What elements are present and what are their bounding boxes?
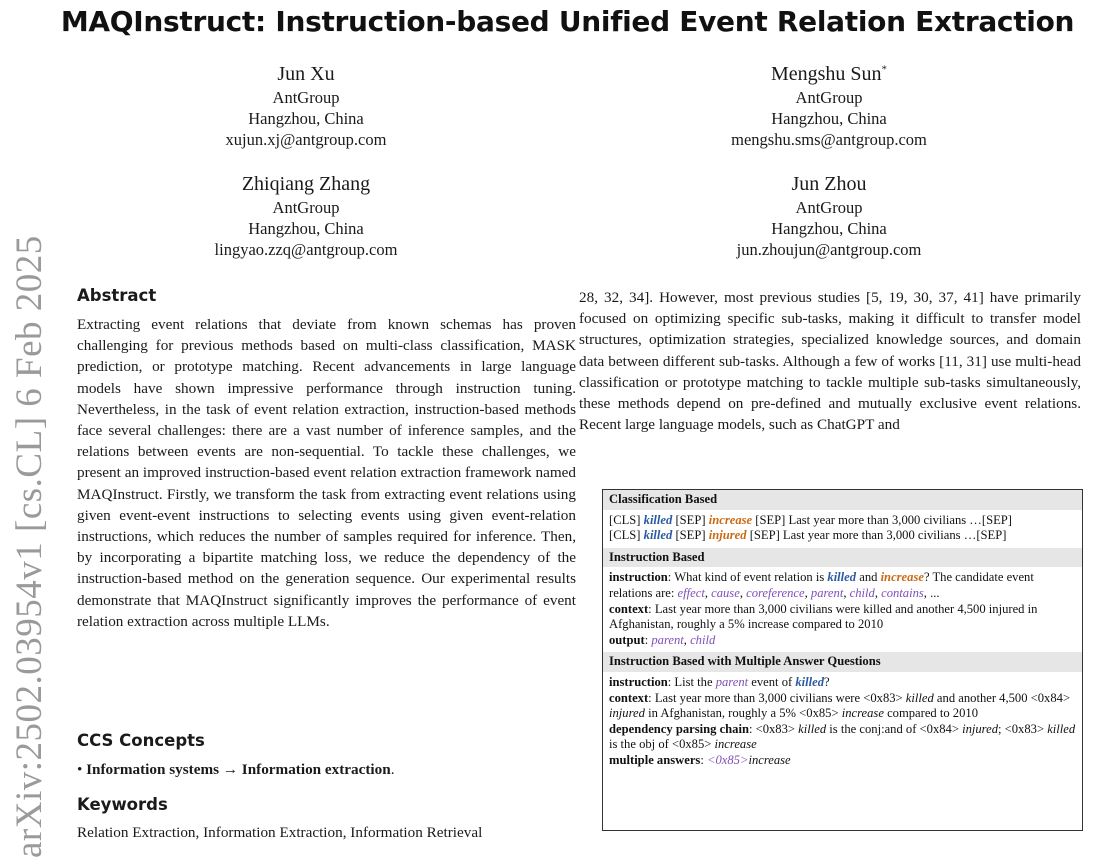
paper-title: MAQInstruct: Instruction-based Unified Event Relation Extraction: [60, 5, 1075, 38]
answers-line: multiple answers: <0x85>increase: [609, 752, 791, 767]
author-block: [679, 62, 979, 150]
author-name: Zhiqiang Zhang: [241, 173, 371, 195]
abstract-text: Extracting event relations that deviate from known schemas has proven challenging for previous methods based on multi-class classification, MASK prediction, or prototype matching. Recent advancements in large language models have shown impressive performance through instruction tuning. Nevertheless, in the task of event relation extraction, instruction-based methods face several challenges: there are a vast number of inference samples, and the relations between events are non-sequential. To tackle these challenges, we present an improved instruction-based event relation extraction framework named MAQInstruct. Firstly, we transform the task from extracting event relations using given event-event instructions to selecting events using given event-relation instructions, which reduces the number of samples required for inference. Then, by incorporating a bipartite matching loss, we reduce the dependency of the instruction-based method on the generation sequence. Our experimental results demonstrate that MAQInstruct significantly improves the performance of event relation extraction across multiple LLMs.: [77, 316, 576, 630]
multiple-answer-example: [603, 672, 1082, 773]
figure-section-header: Instruction Based: [603, 548, 1082, 568]
author-name: Jun Xu: [277, 63, 335, 85]
ccs-concept: • Information systems → Information extraction.: [77, 761, 395, 778]
author-location: Hangzhou, China: [248, 109, 364, 128]
author-email[interactable]: xujun.xj@antgroup.com: [225, 130, 387, 149]
author-email[interactable]: jun.zhoujun@antgroup.com: [736, 240, 922, 259]
classification-based-example: [603, 510, 1082, 548]
author-location: Hangzhou, China: [771, 219, 887, 238]
figure-section-header: Instruction Based with Multiple Answer Questions: [603, 652, 1082, 672]
intro-continued: [579, 287, 1081, 435]
instruction-line: instruction: List the parent event of killed?: [609, 674, 830, 689]
author-location: Hangzhou, China: [248, 219, 364, 238]
author-block: [156, 62, 456, 150]
intro-text: 28, 32, 34]. However, most previous studies [5, 19, 30, 37, 41] have primarily focused on optimizing specific sub-tasks, making it difficult to transfer model structures, optimization strategies, specialized knowledge sources, and domain data between different sub-tasks. Although a few of works [11, 31] use multi-head classification or prototype matching to tackle multiple sub-tasks simultaneously, these methods depend on pre-defined and mutually exclusive event relations. Recent large language models, such as ChatGPT and: [579, 289, 1081, 434]
ccs-heading: CCS Concepts: [77, 731, 205, 750]
cls-line: [CLS] killed [SEP] injured [SEP] Last year more than 3,000 civilians …[SEP]: [609, 528, 1007, 543]
cls-line: [CLS] killed [SEP] increase [SEP] Last year more than 3,000 civilians …[SEP]: [609, 512, 1012, 527]
author-block: [679, 172, 979, 260]
corresponding-author-mark: *: [881, 63, 888, 76]
author-block: [156, 172, 456, 260]
author-name: Mengshu Sun*: [770, 63, 888, 85]
author-email[interactable]: lingyao.zzq@antgroup.com: [214, 240, 398, 259]
figure-section-header: Classification Based: [603, 490, 1082, 510]
output-line: output: parent, child: [609, 632, 716, 647]
author-affiliation: AntGroup: [272, 88, 340, 107]
instruction-based-example: [603, 567, 1082, 652]
instruction-line: instruction: What kind of event relation is killed and increase? The candidate event relations are: effect, cause, coreference, parent, child, contains, ...: [609, 570, 1034, 600]
context-line: context: Last year more than 3,000 civilians were <0x83> killed and another 4,500 <0x84> injured in Afghanistan, roughly a 5% <0x85> increase compared to 2010: [609, 690, 1071, 721]
method-comparison-figure: [602, 489, 1083, 831]
author-affiliation: AntGroup: [795, 88, 863, 107]
author-name: Jun Zhou: [791, 173, 867, 195]
author-location: Hangzhou, China: [771, 109, 887, 128]
abstract-heading: Abstract: [77, 286, 157, 305]
keywords-heading: Keywords: [77, 795, 168, 814]
author-email[interactable]: mengshu.sms@antgroup.com: [731, 130, 927, 149]
author-affiliation: AntGroup: [795, 198, 863, 217]
abstract-body: [77, 314, 576, 632]
context-line: context: Last year more than 3,000 civilians were killed and another 4,500 injured in Afghanistan, roughly a 5% increase compared to 2010: [609, 601, 1038, 632]
dependency-chain-line: dependency parsing chain: <0x83> killed is the conj:and of <0x84> injured; <0x83> killed is the obj of <0x85> increase: [609, 721, 1076, 752]
author-affiliation: AntGroup: [272, 198, 340, 217]
keywords-text: Relation Extraction, Information Extraction, Information Retrieval: [77, 824, 483, 841]
arxiv-identifier: arXiv:2502.03954v1 [cs.CL] 6 Feb 2025: [9, 235, 50, 858]
